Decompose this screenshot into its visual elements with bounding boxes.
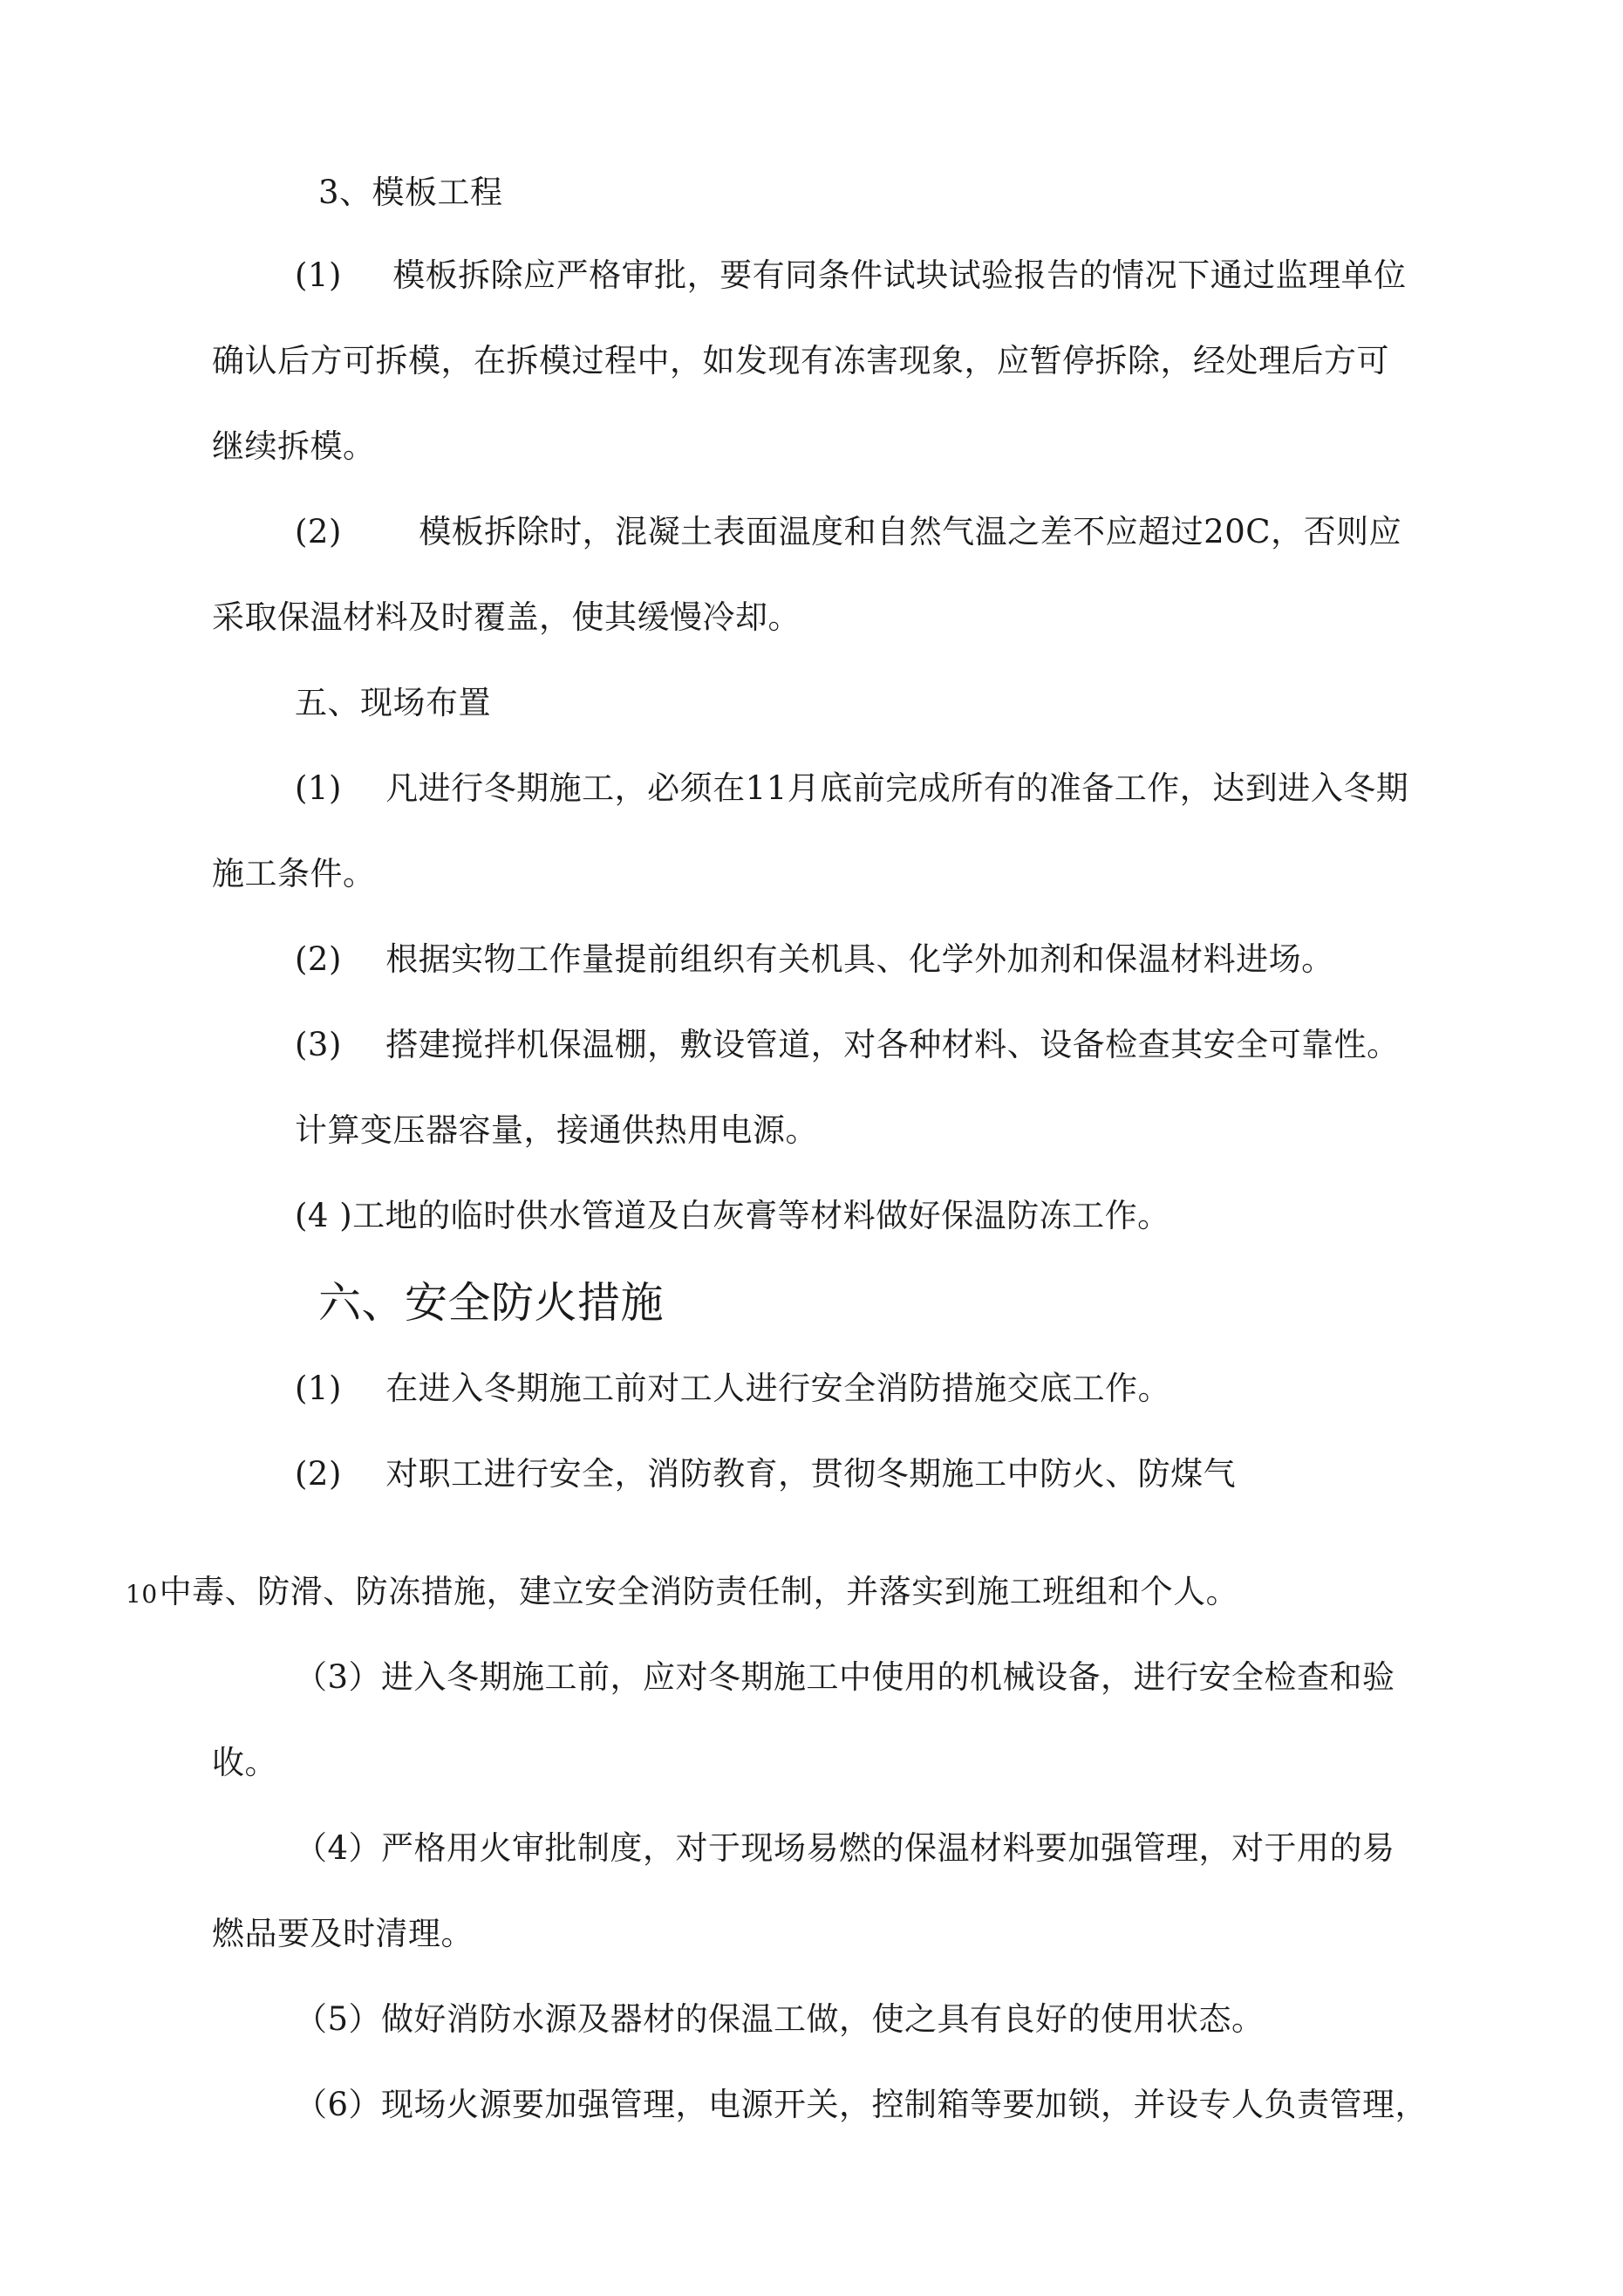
- section-heading-fire-safety: 六、安全防火措施: [318, 1278, 665, 1328]
- line-text: 在进入冬期施工前对工人进行安全消防措施交底工作。: [385, 1370, 1171, 1407]
- item-number: (2): [295, 513, 342, 550]
- paragraph-line: （6）现场火源要加强管理，电源开关，控制箱等要加锁，并设专人负责管理，: [295, 2086, 1429, 2123]
- paragraph-line: 计算变压器容量，接通供热用电源。: [295, 1111, 818, 1149]
- paragraph-line: [126, 1570, 1238, 1616]
- line-text: 对职工进行安全，消防教育，贯彻冬期施工中防火、防煤气: [385, 1455, 1237, 1493]
- item-number: (2): [295, 1455, 342, 1493]
- page-number: 10: [126, 1580, 158, 1609]
- paragraph-line: 采取保温材料及时覆盖，使其缓慢冷却。: [212, 598, 801, 636]
- paragraph-line: [295, 510, 1401, 554]
- line-text: 根据实物工作量提前组织有关机具、化学外加剂和保温材料进场。: [385, 940, 1334, 978]
- paragraph-line: （3）进入冬期施工前，应对冬期施工中使用的机械设备，进行安全检查和验: [295, 1658, 1395, 1696]
- paragraph-line: [295, 1023, 1400, 1067]
- paragraph-line: [295, 1452, 1236, 1496]
- paragraph-line: 继续拆模。: [212, 427, 376, 465]
- line-text: 凡进行冬期施工，必须在11月底前完成所有的准备工作，达到进入冬期: [385, 769, 1409, 807]
- line-text: 模板拆除应严格审批，要有同条件试块试验报告的情况下通过监理单位: [392, 256, 1407, 294]
- paragraph-line: [295, 938, 1334, 981]
- paragraph-line: 收。: [212, 1744, 277, 1781]
- section-heading-site-layout: 五、现场布置: [295, 684, 491, 721]
- paragraph-line: 施工条件。: [212, 855, 376, 892]
- paragraph-line: 确认后方可拆模，在拆模过程中，如发现有冻害现象，应暂停拆除，经处理后方可: [212, 342, 1389, 379]
- item-number: (3): [295, 1026, 342, 1063]
- paragraph-line: (4 )工地的临时供水管道及白灰膏等材料做好保温防冻工作。: [295, 1197, 1170, 1234]
- paragraph-line: [295, 767, 1408, 810]
- section-heading-formwork: 3、模板工程: [318, 174, 503, 211]
- paragraph-line: （5）做好消防水源及器材的保温工做，使之具有良好的使用状态。: [295, 2000, 1265, 2038]
- item-number: (1): [295, 769, 342, 807]
- paragraph-line: [295, 1367, 1170, 1411]
- line-text: 模板拆除时，混凝土表面温度和自然气温之差不应超过20C，否则应: [419, 513, 1402, 550]
- paragraph-line: 燃品要及时清理。: [212, 1915, 474, 1952]
- item-number: (1): [295, 1370, 342, 1407]
- paragraph-line: [295, 254, 1407, 297]
- line-text: 中毒、防滑、防冻措施，建立安全消防责任制，并落实到施工班组和个人。: [159, 1573, 1239, 1610]
- paragraph-line: （4）严格用火审批制度，对于现场易燃的保温材料要加强管理，对于用的易: [295, 1829, 1395, 1867]
- item-number: (1): [295, 256, 342, 294]
- item-number: (2): [295, 940, 342, 978]
- line-text: 搭建搅拌机保温棚，敷设管道，对各种材料、设备检查其安全可靠性。: [385, 1026, 1400, 1063]
